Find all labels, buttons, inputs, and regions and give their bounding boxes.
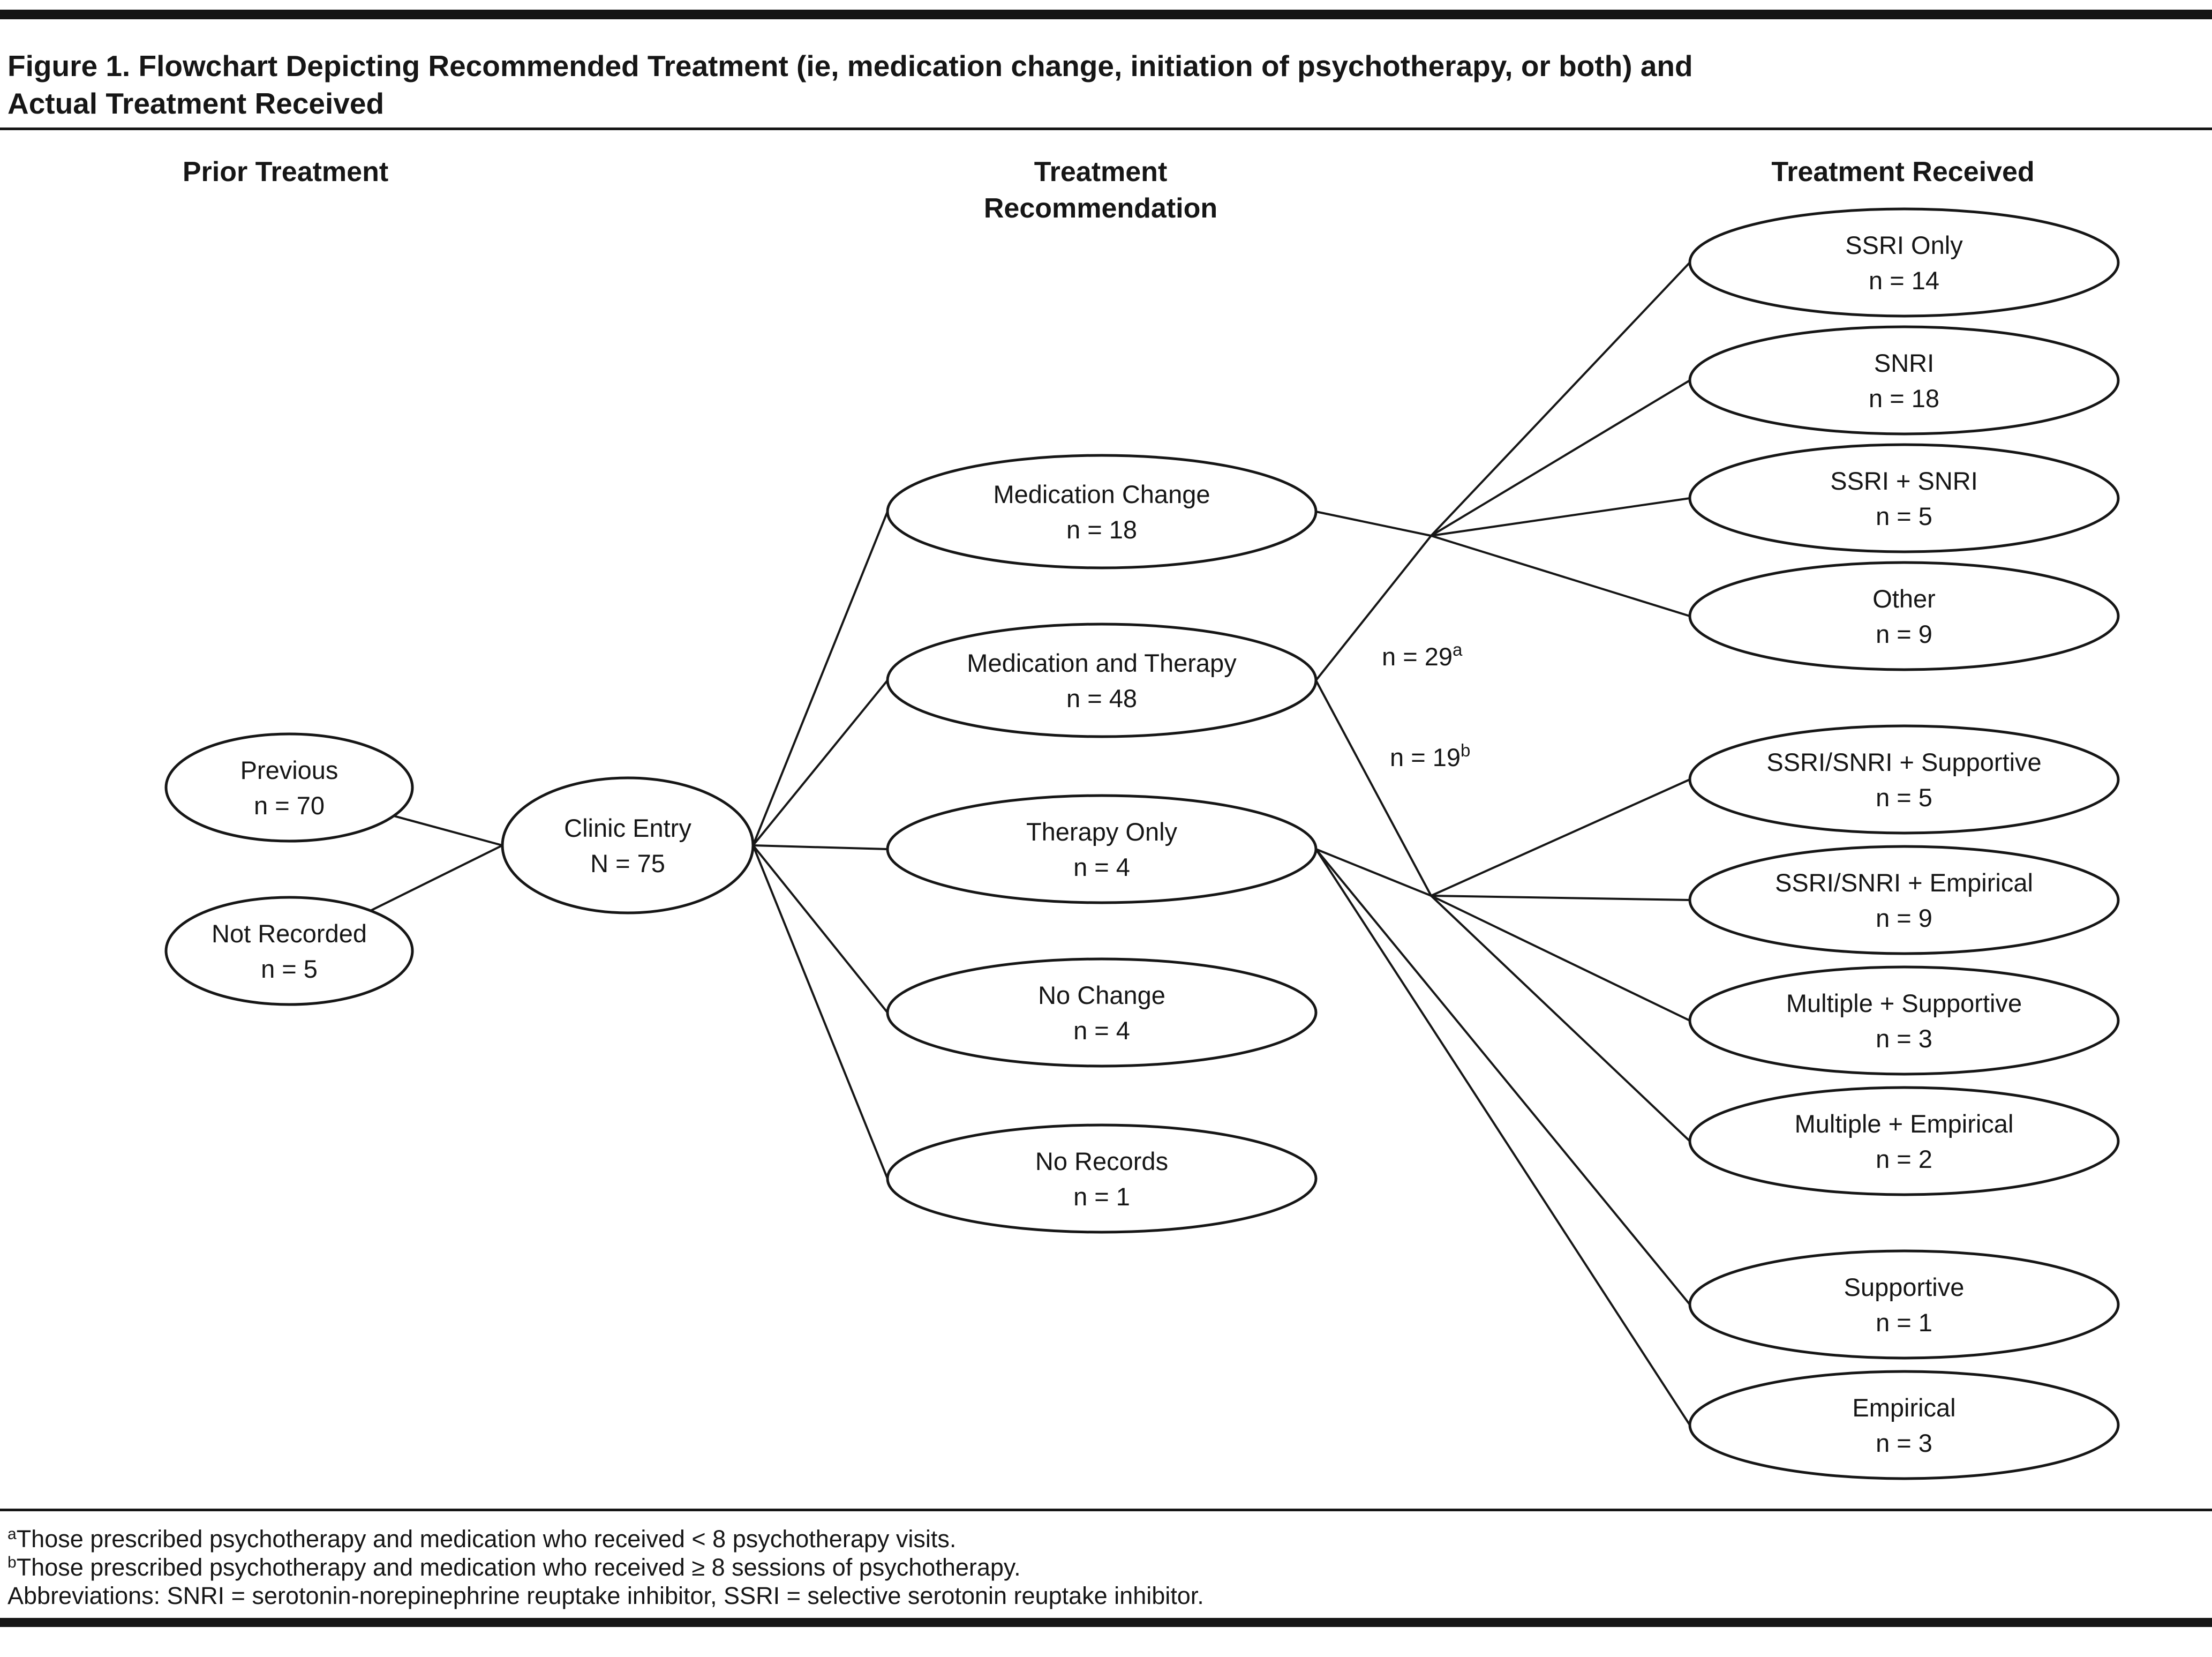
node-no-change-label: No Change [1038,981,1165,1009]
node-clinic-entry [502,778,753,913]
footnote-a-sup: a [7,1525,17,1543]
edge-junction-bottom-to-ssri-snri-empirical [1431,896,1690,900]
node-ssri-only [1690,209,2118,316]
node-no-change [887,959,1316,1066]
edge-medication-and-therapy-to-junction-bottom [1316,680,1431,896]
node-ssri-snri-supportive-ellipse [1690,726,2118,833]
node-snri [1690,327,2118,434]
node-no-change-ellipse [887,959,1316,1066]
node-empirical-count: n = 3 [1876,1429,1932,1457]
node-ssri-snri [1690,445,2118,552]
node-previous-label: Previous [240,756,338,784]
edge-clinic-entry-to-no-records [753,845,887,1179]
node-therapy-only-ellipse [887,796,1316,903]
node-not-recorded-ellipse [166,897,412,1004]
footnote-a [7,1525,956,1553]
column-header-treatment-received: Treatment Received [1771,156,2035,188]
node-multiple-supportive [1690,967,2118,1074]
node-supportive-ellipse [1690,1251,2118,1358]
footnote-a-text: Those prescribed psychotherapy and medication who received < 8 psychotherapy visits. [16,1525,957,1553]
node-other-ellipse [1690,563,2118,670]
node-ssri-snri-supportive [1690,726,2118,833]
edge-junction-bottom-to-multiple-supportive [1431,896,1690,1021]
figure-bottom-bar [0,1618,2212,1627]
edge-clinic-entry-to-medication-change [753,512,887,845]
node-multiple-empirical [1690,1088,2118,1195]
node-medication-and-therapy-count: n = 48 [1066,684,1137,713]
figure-top-bar [0,10,2212,19]
node-therapy-only-label: Therapy Only [1026,818,1178,846]
node-medication-change-label: Medication Change [993,480,1210,508]
edge-label-medication-group-sup: a [1452,640,1463,659]
node-previous-ellipse [166,734,412,841]
edge-junction-top-to-ssri-only [1431,263,1690,536]
node-medication-and-therapy-ellipse [887,624,1316,737]
node-medication-change-ellipse [887,455,1316,568]
node-therapy-only-count: n = 4 [1073,853,1130,881]
node-supportive-label: Supportive [1844,1273,1965,1301]
node-no-records-label: No Records [1035,1147,1169,1175]
column-header-prior-treatment: Prior Treatment [182,156,389,188]
edge-clinic-entry-to-no-change [753,845,887,1013]
node-ssri-snri-empirical-ellipse [1690,846,2118,954]
edge-label-therapy-group-text: n = 19 [1390,743,1461,771]
node-no-records-count: n = 1 [1073,1182,1130,1211]
node-ssri-snri-supportive-label: SSRI/SNRI + Supportive [1766,748,2042,776]
node-snri-label: SNRI [1874,349,1935,377]
node-medication-change [887,455,1316,568]
edge-junction-bottom-to-multiple-empirical [1431,896,1690,1141]
node-medication-and-therapy [887,624,1316,737]
node-multiple-empirical-ellipse [1690,1088,2118,1195]
node-multiple-supportive-label: Multiple + Supportive [1786,989,2022,1017]
node-previous-count: n = 70 [254,791,325,820]
node-medication-change-count: n = 18 [1066,515,1137,544]
node-previous [166,734,412,841]
node-supportive [1690,1251,2118,1358]
node-ssri-only-label: SSRI Only [1845,231,1963,259]
node-other-count: n = 9 [1876,620,1932,648]
node-multiple-supportive-ellipse [1690,967,2118,1074]
node-ssri-snri-ellipse [1690,445,2118,552]
node-multiple-supportive-count: n = 3 [1876,1024,1932,1053]
node-ssri-snri-empirical [1690,846,2118,954]
edge-junction-bottom-to-ssri-snri-supportive [1431,779,1690,896]
node-ssri-snri-supportive-count: n = 5 [1876,783,1932,812]
edge-label-therapy-group [1390,740,1470,771]
node-other-label: Other [1872,584,1936,613]
node-no-change-count: n = 4 [1073,1016,1130,1045]
footnote-b-text: Those prescribed psychotherapy and medication who received ≥ 8 sessions of psychotherapy. [16,1554,1021,1581]
edge-therapy-only-to-empirical [1316,849,1690,1425]
figure-title-line-1: Figure 1. Flowchart Depicting Recommended Treatment (ie, medication change, initiation of psychotherapy, or both) and [7,49,1693,83]
node-multiple-empirical-label: Multiple + Empirical [1794,1109,2014,1138]
footnote-b-sup: b [7,1554,17,1571]
footnote-b [7,1554,1021,1581]
node-empirical [1690,1371,2118,1479]
column-header-treatment-recommendation-line-2: Recommendation [983,193,1218,224]
node-clinic-entry-ellipse [502,778,753,913]
node-empirical-label: Empirical [1852,1393,1956,1422]
footnote-abbreviations: Abbreviations: SNRI = serotonin-norepinephrine reuptake inhibitor, SSRI = selective serotonin reuptake inhibitor. [7,1582,1204,1609]
column-header-treatment-recommendation-line-1: Treatment [1034,156,1168,188]
footnote-divider-rule [0,1509,2212,1511]
node-ssri-snri-count: n = 5 [1876,502,1932,530]
node-clinic-entry-label: Clinic Entry [564,814,691,842]
edge-therapy-only-to-junction-bottom [1316,849,1431,896]
edge-junction-top-to-other [1431,536,1690,616]
edge-medication-change-to-junction-top [1316,512,1431,536]
node-ssri-only-ellipse [1690,209,2118,316]
node-not-recorded [166,897,412,1004]
node-snri-ellipse [1690,327,2118,434]
node-not-recorded-count: n = 5 [261,955,318,983]
node-ssri-snri-empirical-label: SSRI/SNRI + Empirical [1775,868,2033,897]
edge-label-medication-group [1382,640,1463,671]
edge-label-therapy-group-sup: b [1460,740,1471,760]
node-therapy-only [887,796,1316,903]
node-ssri-snri-empirical-count: n = 9 [1876,904,1932,932]
node-supportive-count: n = 1 [1876,1308,1932,1337]
edge-therapy-only-to-supportive [1316,849,1690,1304]
edge-clinic-entry-to-medication-and-therapy [753,680,887,845]
edge-clinic-entry-to-therapy-only [753,845,887,849]
node-not-recorded-label: Not Recorded [212,919,367,948]
node-medication-and-therapy-label: Medication and Therapy [967,649,1237,677]
node-snri-count: n = 18 [1869,384,1939,413]
node-clinic-entry-count: N = 75 [590,849,665,878]
figure-title-line-2: Actual Treatment Received [7,87,385,120]
node-no-records-ellipse [887,1125,1316,1232]
edge-junction-top-to-ssri-snri [1431,498,1690,536]
edge-junction-top-to-snri [1431,380,1690,536]
node-multiple-empirical-count: n = 2 [1876,1145,1932,1173]
node-empirical-ellipse [1690,1371,2118,1479]
node-ssri-snri-label: SSRI + SNRI [1830,467,1978,495]
node-ssri-only-count: n = 14 [1869,266,1939,295]
edge-label-medication-group-text: n = 29 [1382,642,1453,671]
node-no-records [887,1125,1316,1232]
node-other [1690,563,2118,670]
title-divider-rule [0,128,2212,130]
